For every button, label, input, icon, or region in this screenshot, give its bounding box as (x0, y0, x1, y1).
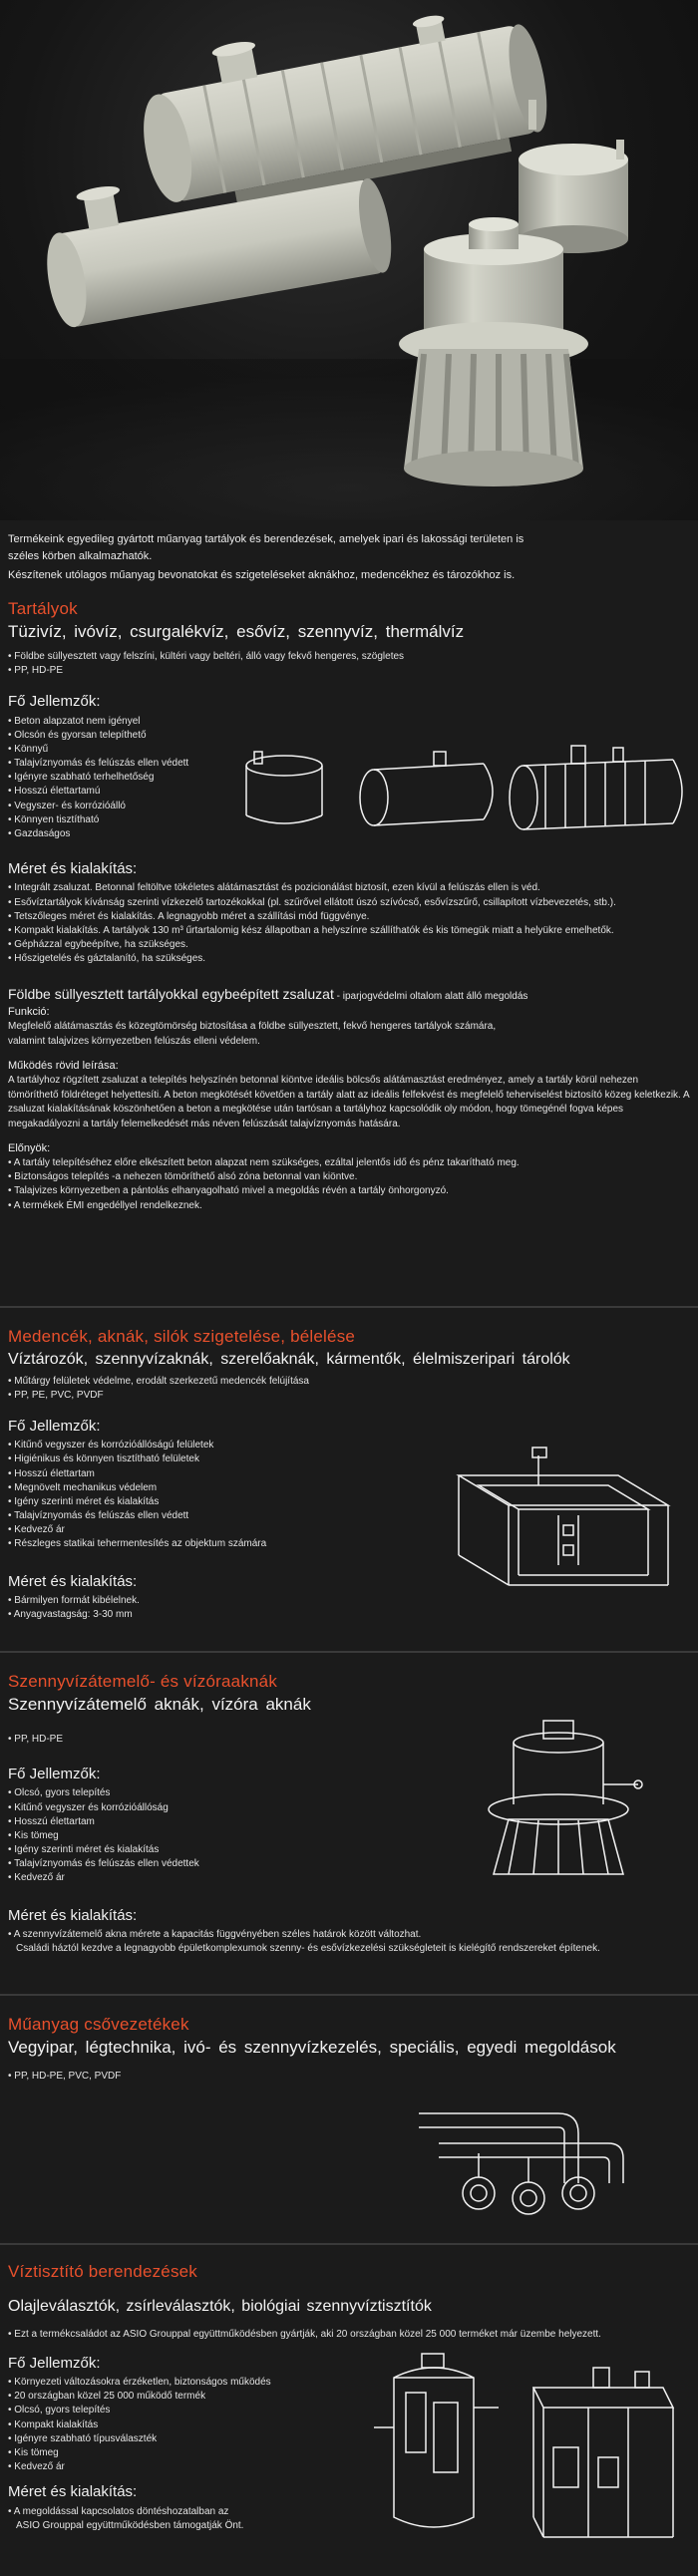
intro-text: Készítenek utólagos műanyag bevonatokat és szigeteléseket aknákhoz, medencékhez és tározókhoz is. (8, 569, 516, 581)
size-title: Méret és kialakítás: (8, 1572, 138, 1590)
list-item: • Igény szerinti méret és kialakítás (8, 1495, 690, 1509)
section-title: Szennyvízátemelő- és vízóraaknák (8, 1672, 278, 1691)
section-title: Tartályok (8, 599, 78, 618)
size-text: ASIO Grouppal együttműködésben támogatják Önt. (16, 2519, 244, 2531)
list-item: • Esővíztartályok kívánság szerinti vízkezelő tartozékokkal (pl. szűrővel ellátott úszó szívócső, esővízszűrő, csillapított vízbevezetés, stb.). (8, 896, 690, 910)
section-title: Medencék, aknák, silók szigetelése, bélelése (8, 1327, 356, 1346)
list-item: • A szennyvízátemelő akna mérete a kapacitás függvényében széles határok között változhat. (8, 1928, 690, 1942)
section-subtitle: Olajleválasztók, zsírleválasztók, biológiai szennyvíztisztítók (8, 2297, 432, 2315)
features-title: Fő Jellemzők: (8, 1766, 101, 1783)
features-title: Fő Jellemzők: (8, 1417, 101, 1435)
list-item: • PP, HD-PE (8, 1733, 690, 1747)
list-item: • Kis tömeg (8, 2446, 690, 2460)
list-item: • Részleges statikai tehermentesítés az objektum számára (8, 1537, 690, 1551)
list-item: • Kedvező ár (8, 1523, 690, 1537)
list-item: • A termékek ÉMI engedéllyel rendelkeznek. (8, 1199, 690, 1213)
section-title: Víztisztító berendezések (8, 2262, 198, 2281)
list-item: • PP, HD-PE, PVC, PVDF (8, 2070, 690, 2084)
advantages-title: Előnyök: (8, 1142, 51, 1155)
list-item: • Igényre szabható típusválaszték (8, 2432, 690, 2446)
intro-section (0, 523, 698, 587)
hero-banner (0, 0, 698, 520)
list-item: • Igény szerinti méret és kialakítás (8, 1843, 690, 1857)
list-item: • Kompakt kialakítás. A tartályok 130 m³ űrtartalomig kész állapotban a helyszínre szállíthatók és kis tömegük miatt a helyükre emelhetők. (8, 924, 690, 938)
list-item: • PP, PE, PVC, PVDF (8, 1389, 690, 1403)
function-title: Funkció: (8, 1006, 50, 1019)
list-item: • Környezeti változásokra érzéketlen, biztonságos működés (8, 2376, 690, 2390)
lined-pool-drawing (439, 1436, 678, 1595)
list-item: • Talajvíznyomás és felúszás ellen védettek (8, 1857, 690, 1871)
size-title: Méret és kialakítás: (8, 2483, 138, 2501)
formwork-title: Földbe süllyesztett tartályokkal egybeépített zsaluzat (8, 985, 334, 1002)
list-item: • Kedvező ár (8, 2460, 690, 2474)
section-subtitle: Tüzivíz, ivóvíz, csurgalékvíz, esővíz, szennyvíz, thermálvíz (8, 621, 465, 641)
list-item: • Talajvíznyomás és felúszás ellen védett (8, 1509, 690, 1523)
list-item: • Integrált zsaluzat. Betonnal feltöltve tökéletes alátámasztást és pozicionálást biztosít, ezen kívül a felúszás ellen is véd. (8, 881, 690, 895)
function-text: valamint talajvizes környezetben felúszás elleni védelem. (8, 1035, 260, 1047)
list-item: • Gépházzal egybeépítve, ha szükséges. (8, 938, 690, 952)
how-text: A tartályhoz rögzített zsaluzat a telepítés helyszínén betonnal kiöntve ideális bölcsős alátámasztást eredményez, amely a tartály körül nehezen tömöríthető földréteget helyettesíti. A beton megkötését követően a tartály alatt az ideális felfekvést és megfelelő teherviselést biztosító közeg keletkezik. A zsaluzat kialakításának köszönhetően a beton a megkötése után tartósan a tartályhoz kapcsolódik oly módon, hogy tömegénél fogva képes megakadályozni a tartály felemelkedését más néven felúszását talajvíznyomás hatására. (8, 1075, 690, 1129)
list-item: • Tetszőleges méret és kialakítás. A legnagyobb méret a szállítási mód függvénye. (8, 910, 690, 924)
separator-drawing (374, 2348, 683, 2547)
list-item: • Hosszú élettartam (8, 1467, 690, 1481)
list-item: • Olcsó, gyors telepítés (8, 1786, 690, 1800)
list-item: • Hosszú élettartam (8, 1815, 690, 1829)
list-item: • Kompakt kialakítás (8, 2418, 690, 2432)
list-item: • Kitűnő vegyszer és korrózióállóság (8, 1801, 690, 1815)
list-item: • Műtárgy felületek védelme, erodált szerkezetű medencék felújítása (8, 1375, 690, 1389)
features-title: Fő Jellemzők: (8, 2354, 101, 2372)
list-item: • Igényre szabható terhelhetőség (8, 771, 690, 785)
list-item: • Anyagvastagság: 3-30 mm (8, 1608, 690, 1622)
pump-shaft-drawing (479, 1715, 648, 1884)
tank-line-drawings (234, 738, 693, 837)
list-item: • Földbe süllyesztett vagy felszíni, kültéri vagy beltéri, álló vagy fekvő hengeres, szögletes (8, 650, 690, 664)
pipes-section (0, 2014, 698, 2084)
list-item: • Bármilyen formát kibélelnek. (8, 1594, 690, 1608)
list-item: • PP, HD-PE (8, 664, 690, 678)
function-text: Megfelelő alátámasztás és közegtömörség biztosítása a földbe süllyesztett, fekvő hengeres tartályok számára, (8, 1021, 497, 1033)
list-item: • Kitűnő vegyszer és korrózióállóságú felületek (8, 1439, 690, 1452)
list-item: • Kedvező ár (8, 1871, 690, 1885)
list-item: • Könnyű (8, 743, 690, 757)
formwork-heading (8, 985, 690, 1004)
size-title: Méret és kialakítás: (8, 1906, 138, 1924)
list-item: • Beton alapzatot nem igényel (8, 715, 690, 729)
list-item: • Higiénikus és könnyen tisztítható felületek (8, 1452, 690, 1466)
formwork-note: - iparjogvédelmi oltalom alatt álló megoldás (333, 990, 528, 1002)
size-text: Családi háztól kezdve a legnagyobb épületkomplexumok szenny- és esővízkezelési szükségleteit is kielégítő rendszereket építenek. (16, 1943, 600, 1955)
pipe-system-drawing (409, 2084, 638, 2223)
tanks-section (0, 598, 698, 1213)
size-title: Méret és kialakítás: (8, 860, 138, 878)
how-title: Működés rövid leírása: (8, 1060, 119, 1073)
intro-text: széles körben alkalmazhatók. (8, 549, 153, 562)
list-item: • Olcsón és gyorsan telepíthető (8, 729, 690, 743)
list-item: • A tartály telepítéséhez előre elkészített beton alapzat nem szükséges, ezáltal jelentős idő és pénz takarítható meg. (8, 1156, 690, 1170)
list-item: • Gazdaságos (8, 827, 690, 841)
list-item: • Kis tömeg (8, 1829, 690, 1843)
section-subtitle: Vegyipar, légtechnika, ivó- és szennyvízkezelés, speciális, egyedi megoldások (8, 2037, 616, 2057)
list-item: • Ezt a termékcsaládot az ASIO Grouppal együttműködésben gyártják, aki 20 országban közel 25 000 terméket már üzembe helyezett. (8, 2328, 690, 2342)
list-item: • 20 országban közel 25 000 működő termék (8, 2390, 690, 2404)
intro-text: Termékeink egyedileg gyártott műanyag tartályok és berendezések, amelyek ipari és lakossági területen is (8, 533, 524, 545)
section-title: Műanyag csővezetékek (8, 2015, 189, 2034)
list-item: • Hosszú élettartamú (8, 785, 690, 799)
list-item: • Talajvíznyomás és felúszás ellen védett (8, 757, 690, 771)
list-item: • Vegyszer- és korrózióálló (8, 800, 690, 813)
section-subtitle: Szennyvízátemelő aknák, vízóra aknák (8, 1694, 311, 1714)
list-item: • Hőszigetelés és gáztalanító, ha szükséges. (8, 952, 690, 966)
list-item: • Biztonságos telepítés -a nehezen tömöríthető alsó zóna betonnal van kiöntve. (8, 1170, 690, 1184)
list-item: • Olcsó, gyors telepítés (8, 2404, 690, 2417)
list-item: • A megoldással kapcsolatos döntéshozatalban az (8, 2505, 690, 2519)
list-item: • Könnyen tisztítható (8, 813, 690, 827)
tanks-render-illustration (0, 0, 698, 520)
list-item: • Talajvizes környezetben a pántolás elhanyagolható mivel a megoldás révén a tartály önhorgonyzó. (8, 1184, 690, 1198)
section-subtitle: Víztározók, szennyvízaknák, szerelőaknák, kármentők, élelmiszeripari tárolók (8, 1350, 570, 1368)
features-title: Fő Jellemzők: (8, 693, 101, 711)
list-item: • Megnövelt mechanikus védelem (8, 1481, 690, 1495)
